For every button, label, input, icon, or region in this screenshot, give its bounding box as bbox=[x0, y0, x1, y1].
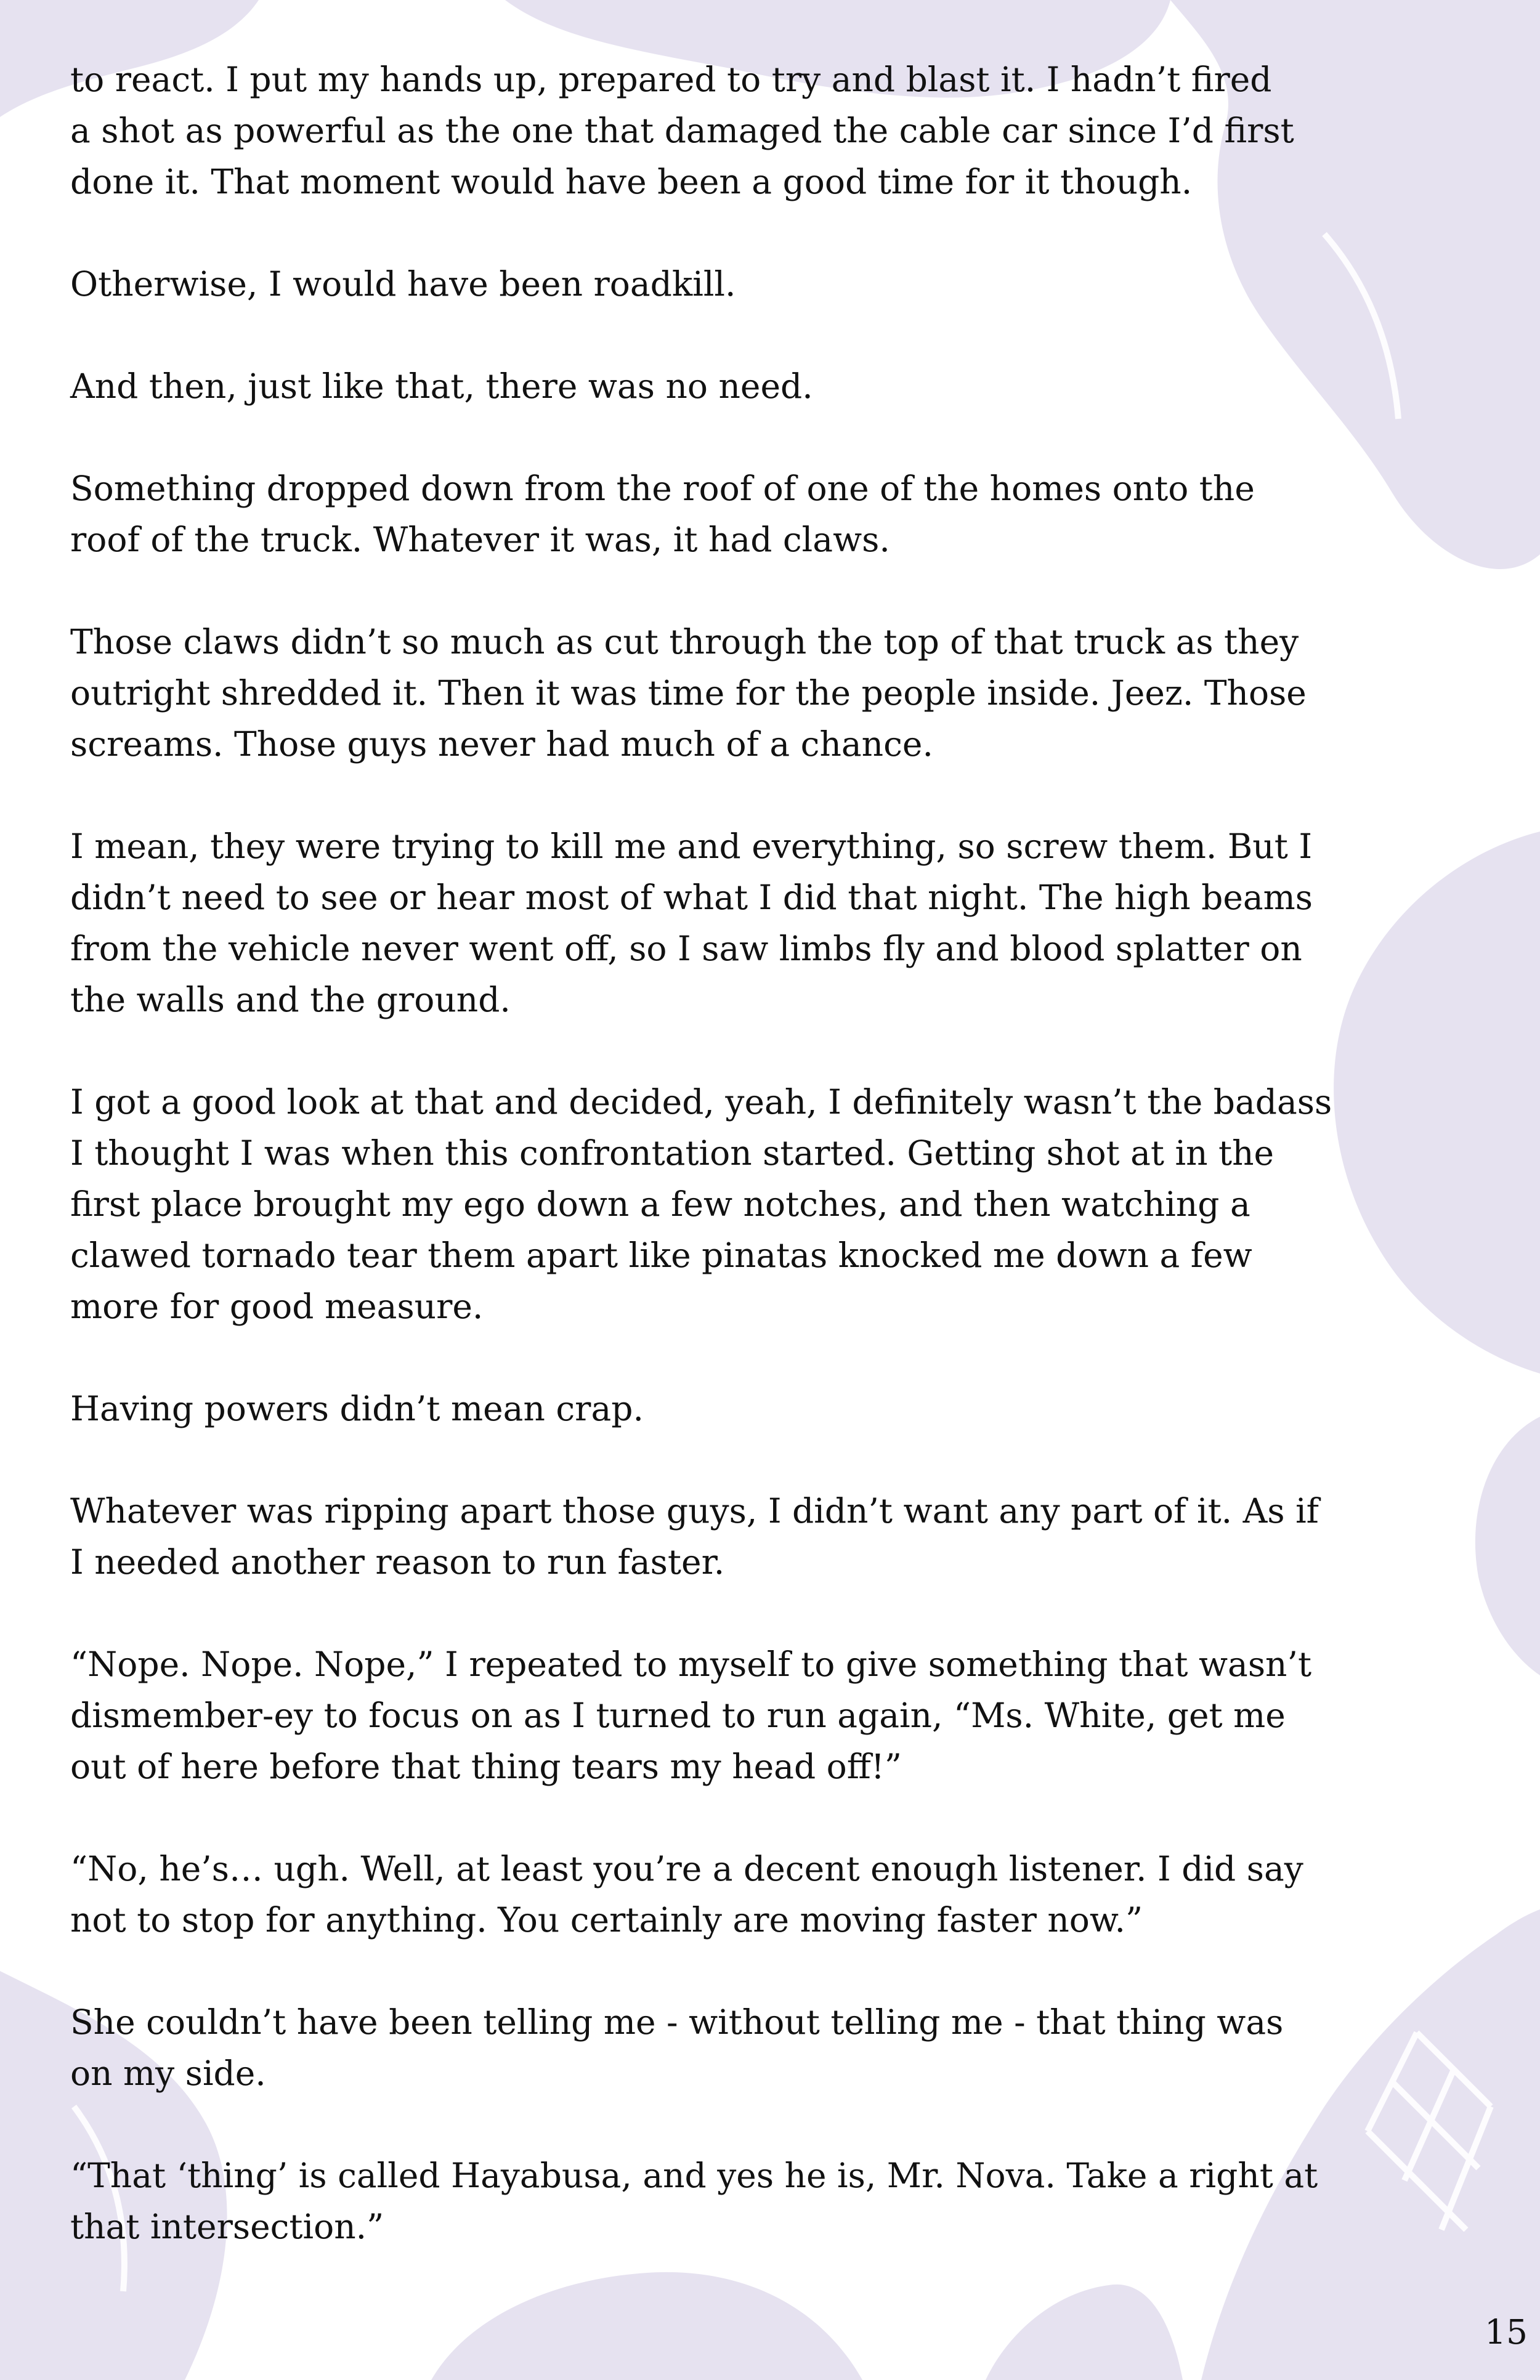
paragraph: to react. I put my hands up, prepared to try and blast it. I hadn’t fired a shot as powerful as the one that damaged the cable car since I’d first done it. That moment would have been a good time for it though. bbox=[70, 60, 1294, 201]
paragraph: Those claws didn’t so much as cut through the top of that truck as they outright shredded it. Then it was time for the people inside. Jeez. Those screams. Those guys never had much of a chance. bbox=[70, 622, 1307, 764]
page-number: 15 bbox=[1485, 2312, 1528, 2352]
paragraph: “That ‘thing’ is called Hayabusa, and yes he is, Mr. Nova. Take a right at that intersection.” bbox=[70, 2156, 1318, 2246]
paragraph: Something dropped down from the roof of one of the homes onto the roof of the truck. Whatever it was, it had claws. bbox=[70, 469, 1255, 559]
page-body-text bbox=[70, 54, 1487, 2304]
paragraph: Whatever was ripping apart those guys, I didn’t want any part of it. As if I needed another reason to run faster. bbox=[70, 1491, 1319, 1582]
paragraph: I mean, they were trying to kill me and everything, so screw them. But I didn’t need to see or hear most of what I did that night. The high beams from the vehicle never went off, so I saw limbs fly and blood splatter on the walls and the ground. bbox=[70, 827, 1313, 1019]
paragraph: “No, he’s… ugh. Well, at least you’re a decent enough listener. I did say not to stop for anything. You certainly are moving faster now.” bbox=[70, 1849, 1303, 1940]
paragraph: “Nope. Nope. Nope,” I repeated to myself to give something that wasn’t dismember-ey to focus on as I turned to run again, “Ms. White, get me out of here before that thing tears my head off!” bbox=[70, 1645, 1312, 1786]
paragraph: Having powers didn’t mean crap. bbox=[70, 1389, 644, 1428]
paragraph: I got a good look at that and decided, yeah, I definitely wasn’t the badass I thought I was when this confrontation started. Getting shot at in the first place brought my ego down a few notches, and then watching a clawed tornado tear them apart like pinatas knocked me down a few more for good measure. bbox=[70, 1082, 1332, 1326]
paragraph: She couldn’t have been telling me - without telling me - that thing was on my side. bbox=[70, 2002, 1284, 2093]
paragraph: Otherwise, I would have been roadkill. bbox=[70, 264, 736, 304]
paragraph: And then, just like that, there was no need. bbox=[70, 366, 813, 406]
